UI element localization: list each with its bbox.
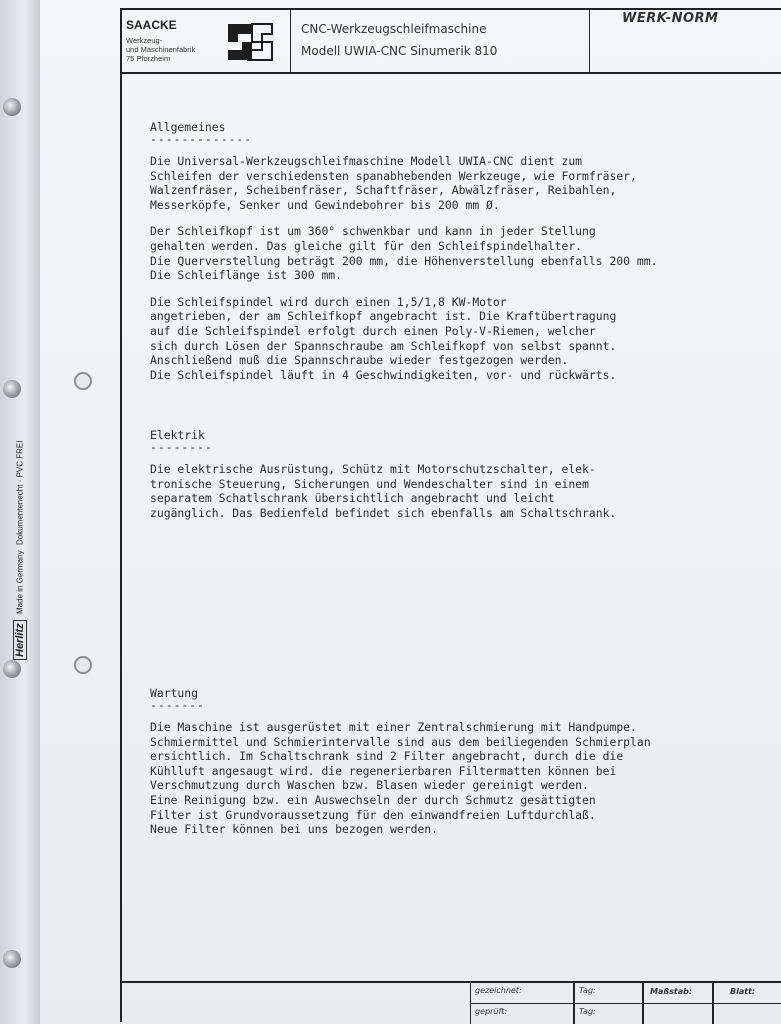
binder-product: Dokumentenecht · PVC FREI — [15, 440, 25, 545]
footer-row-checked — [470, 1004, 781, 1024]
text-line: Filter ist Grundvoraussetzung für den einwandfreien Luftdurchlaß. — [150, 807, 596, 822]
punch-hole-icon — [74, 372, 92, 390]
text-line: angetrieben, der am Schleifkopf angebracht ist. Die Kraftübertragung — [150, 309, 617, 324]
text-line: Die elektrische Ausrüstung, Schütz mit Motorschutzschalter, elek- — [150, 462, 596, 476]
text-line: tronische Steuerung, Sicherungen und Wendeschalter sind in einem — [150, 476, 589, 491]
text-line: Der Schleifkopf ist um 360° schwenkbar und kann in jeder Stellung — [150, 224, 596, 239]
text-line: Kühlluft angesaugt wird. die regenerierbaren Filtermatten können bei — [150, 763, 617, 778]
company-block — [122, 10, 291, 72]
section-allgemeines — [150, 120, 770, 394]
text-line: Schleifen der verschiedensten spanabhebenden Werkzeuge, wie Formfräser, — [150, 168, 637, 183]
binder-ring-icon — [3, 950, 21, 968]
text-line: auf die Schleifspindel erfolgt durch einen Poly-V-Riemen, welcher — [150, 323, 596, 338]
norm-block — [590, 10, 781, 72]
text-line: Eine Reinigung bzw. ein Auswechseln der durch Schmutz gesättigten — [150, 792, 596, 807]
drawn-label: gezeichnet: — [475, 986, 522, 995]
paragraph — [150, 720, 770, 837]
section-heading: Wartung — [150, 686, 199, 700]
punch-hole-icon — [74, 656, 92, 674]
company-subtitle — [126, 36, 226, 63]
machine-title: CNC-Werkzeugschleifmaschine — [301, 22, 487, 36]
scale-label: Maßstab: — [650, 987, 693, 996]
section-underline: ------------- — [150, 132, 253, 146]
paragraph — [150, 295, 770, 383]
text-line: Anschließend muß die Spannschraube wieder festgezogen werden. — [150, 353, 569, 368]
text-line: sich durch Lösen der Spannschraube am Schleifkopf von selbst spannt. — [150, 338, 617, 353]
text-line: Neue Filter können bei uns bezogen werden. — [150, 822, 439, 837]
text-line: zugänglich. Das Bedienfeld befindet sich ebenfalls am Schaltschrank. — [150, 505, 617, 520]
machine-model: Modell UWIA-CNC Sinumerik 810 — [301, 44, 498, 58]
section-heading: Allgemeines — [150, 120, 226, 134]
checked-label: geprüft: — [475, 1007, 508, 1016]
binder-ring-icon — [3, 660, 21, 678]
document-frame — [120, 8, 781, 1022]
norm-label: WERK-NORM — [622, 11, 719, 26]
section-wartung — [150, 686, 770, 849]
text-line: ersichtlich. Im Schaltschrank sind 2 Filter angebracht, durch die die — [150, 749, 624, 764]
paragraph — [150, 462, 770, 520]
footer-title-block — [122, 981, 781, 1024]
day-label: Tag: — [579, 986, 596, 995]
text-line: Die Universal-Werkzeugschleifmaschine Modell UWIA-CNC dient zum — [150, 154, 583, 168]
document-sheet — [40, 0, 781, 1024]
binder-brand: Herlitz — [13, 620, 27, 660]
binder-ring-icon — [3, 98, 21, 116]
day-label: Tag: — [579, 1007, 596, 1016]
paragraph — [150, 154, 770, 212]
binder-strip — [0, 0, 45, 1024]
text-line: Die Schleifspindel läuft in 4 Geschwindigkeiten, vor- und rückwärts. — [150, 367, 617, 382]
sheet-label: Blatt: — [730, 987, 756, 996]
company-name: SAACKE — [126, 18, 177, 32]
title-block — [122, 10, 781, 74]
text-line: separatem Schatlschrank übersichtlich angebracht und leicht — [150, 491, 555, 506]
binder-made-in: Made in Germany — [15, 550, 25, 615]
company-logo-icon — [226, 20, 274, 64]
binder-ring-icon — [3, 380, 21, 398]
text-line: Die Maschine ist ausgerüstet mit einer Zentralschmierung mit Handpumpe. — [150, 720, 637, 734]
section-elektrik — [150, 428, 770, 532]
text-line: Schmiermittel und Schmierintervalle sind aus dem beiliegenden Schmierplan — [150, 734, 651, 749]
text-line: Verschmutzung durch Waschen bzw. Blasen wieder gereinigt werden. — [150, 778, 589, 793]
section-heading: Elektrik — [150, 428, 205, 442]
text-line: Die Schleifspindel wird durch einen 1,5/1,8 KW-Motor — [150, 294, 507, 309]
company-subtitle-line: und Maschinenfabrik — [126, 45, 196, 54]
company-subtitle-line: 75 Pforzheim — [126, 54, 171, 63]
section-underline: -------- — [150, 440, 213, 454]
binder-label — [6, 440, 34, 660]
section-underline: ------- — [150, 698, 206, 712]
paragraph — [150, 224, 770, 282]
text-line: Walzenfräser, Scheibenfräser, Schaftfräser, Abwälzfräser, Reibahlen, — [150, 183, 617, 198]
text-line: Die Schleiflänge ist 300 mm. — [150, 268, 343, 283]
document-title-block — [291, 10, 590, 72]
company-subtitle-line: Werkzeug- — [126, 36, 163, 45]
text-line: Messerköpfe, Senker und Gewindebohrer bis 200 mm Ø. — [150, 197, 500, 212]
text-line: gehalten werden. Das gleiche gilt für den Schleifspindelhalter. — [150, 238, 583, 253]
text-line: Die Querverstellung beträgt 200 mm, die Höhenverstellung ebenfalls 200 mm. — [150, 253, 658, 268]
